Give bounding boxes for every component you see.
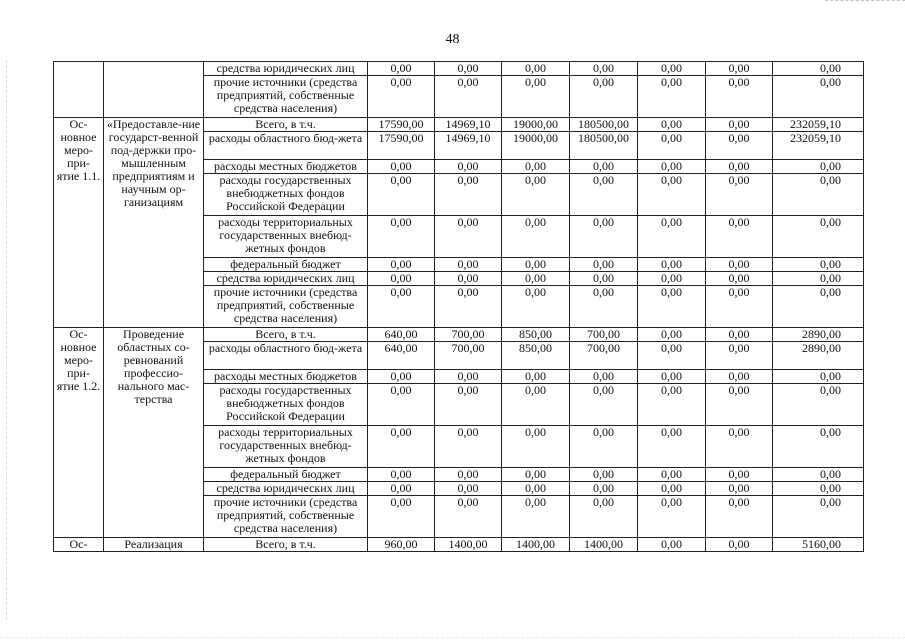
value-cell: 0,00 bbox=[435, 426, 502, 468]
value-cell: 0,00 bbox=[368, 160, 435, 174]
value-cell: 0,00 bbox=[773, 216, 864, 258]
value-cell: 0,00 bbox=[638, 272, 706, 286]
source-label: расходы областного бюд-жета bbox=[204, 342, 368, 370]
source-label: расходы государственных внебюджетных фондов Российской Федерации bbox=[204, 384, 368, 426]
scan-artifact bbox=[825, 0, 905, 3]
value-cell: 0,00 bbox=[570, 216, 638, 258]
value-cell: 0,00 bbox=[773, 370, 864, 384]
value-cell: 0,00 bbox=[368, 426, 435, 468]
value-cell: 0,00 bbox=[706, 272, 773, 286]
value-cell: 19000,00 bbox=[502, 118, 570, 132]
source-label: расходы территориальных государственных внебюд-жетных фондов bbox=[204, 426, 368, 468]
source-label: прочие источники (средства предприятий, собственные средства населения) bbox=[204, 76, 368, 118]
source-label: федеральный бюджет bbox=[204, 468, 368, 482]
value-cell: 0,00 bbox=[570, 76, 638, 118]
value-cell: 0,00 bbox=[435, 482, 502, 496]
value-cell: 0,00 bbox=[706, 426, 773, 468]
value-cell: 0,00 bbox=[706, 538, 773, 552]
value-cell: 0,00 bbox=[638, 118, 706, 132]
value-cell: 0,00 bbox=[570, 468, 638, 482]
value-cell: 0,00 bbox=[368, 272, 435, 286]
value-cell: 0,00 bbox=[570, 174, 638, 216]
value-cell: 2890,00 bbox=[773, 342, 864, 370]
measure-name: Проведение областных со-ревнований профессио-нального мас-терства bbox=[104, 328, 204, 538]
value-cell: 17590,00 bbox=[368, 118, 435, 132]
value-cell: 0,00 bbox=[773, 160, 864, 174]
source-label: Всего, в т.ч. bbox=[204, 118, 368, 132]
value-cell: 700,00 bbox=[435, 342, 502, 370]
value-cell: 0,00 bbox=[435, 286, 502, 328]
value-cell: 0,00 bbox=[368, 258, 435, 272]
value-cell: 640,00 bbox=[368, 342, 435, 370]
value-cell: 0,00 bbox=[638, 482, 706, 496]
value-cell: 0,00 bbox=[570, 426, 638, 468]
source-label: федеральный бюджет bbox=[204, 258, 368, 272]
value-cell: 0,00 bbox=[638, 62, 706, 76]
value-cell: 0,00 bbox=[570, 272, 638, 286]
value-cell: 0,00 bbox=[706, 286, 773, 328]
scan-artifact-bottom bbox=[0, 637, 905, 638]
value-cell: 180500,00 bbox=[570, 132, 638, 160]
value-cell: 0,00 bbox=[706, 160, 773, 174]
source-label: средства юридических лиц bbox=[204, 62, 368, 76]
value-cell: 17590,00 bbox=[368, 132, 435, 160]
value-cell: 0,00 bbox=[706, 342, 773, 370]
source-label: расходы государственных внебюджетных фондов Российской Федерации bbox=[204, 174, 368, 216]
value-cell: 232059,10 bbox=[773, 118, 864, 132]
value-cell: 1400,00 bbox=[570, 538, 638, 552]
funding-table bbox=[53, 61, 864, 552]
value-cell: 0,00 bbox=[773, 496, 864, 538]
source-label: прочие источники (средства предприятий, собственные средства населения) bbox=[204, 286, 368, 328]
value-cell: 0,00 bbox=[638, 216, 706, 258]
source-label: Всего, в т.ч. bbox=[204, 328, 368, 342]
scan-edge bbox=[6, 60, 7, 620]
value-cell: 0,00 bbox=[502, 174, 570, 216]
value-cell: 0,00 bbox=[368, 468, 435, 482]
value-cell: 0,00 bbox=[638, 342, 706, 370]
value-cell: 640,00 bbox=[368, 328, 435, 342]
value-cell: 0,00 bbox=[706, 468, 773, 482]
value-cell: 0,00 bbox=[368, 174, 435, 216]
value-cell: 0,00 bbox=[773, 482, 864, 496]
value-cell: 0,00 bbox=[638, 538, 706, 552]
source-label: прочие источники (средства предприятий, собственные средства населения) bbox=[204, 496, 368, 538]
value-cell: 0,00 bbox=[502, 272, 570, 286]
value-cell: 0,00 bbox=[368, 76, 435, 118]
value-cell: 0,00 bbox=[435, 468, 502, 482]
value-cell: 0,00 bbox=[435, 258, 502, 272]
value-cell: 0,00 bbox=[435, 62, 502, 76]
value-cell: 700,00 bbox=[570, 328, 638, 342]
value-cell: 960,00 bbox=[368, 538, 435, 552]
value-cell: 0,00 bbox=[706, 482, 773, 496]
value-cell: 0,00 bbox=[638, 286, 706, 328]
value-cell: 0,00 bbox=[706, 258, 773, 272]
value-cell: 0,00 bbox=[368, 384, 435, 426]
value-cell: 0,00 bbox=[435, 384, 502, 426]
value-cell: 0,00 bbox=[502, 216, 570, 258]
value-cell: 0,00 bbox=[435, 160, 502, 174]
value-cell: 0,00 bbox=[638, 76, 706, 118]
value-cell: 0,00 bbox=[638, 468, 706, 482]
value-cell: 0,00 bbox=[638, 496, 706, 538]
value-cell: 0,00 bbox=[502, 426, 570, 468]
value-cell: 0,00 bbox=[570, 482, 638, 496]
value-cell: 0,00 bbox=[502, 62, 570, 76]
table-row bbox=[54, 538, 864, 552]
value-cell: 0,00 bbox=[502, 482, 570, 496]
value-cell: 0,00 bbox=[773, 384, 864, 426]
value-cell: 0,00 bbox=[570, 160, 638, 174]
value-cell: 0,00 bbox=[435, 370, 502, 384]
value-cell: 0,00 bbox=[502, 384, 570, 426]
value-cell: 0,00 bbox=[706, 62, 773, 76]
value-cell: 1400,00 bbox=[435, 538, 502, 552]
measure-id: Ос-новное меро-при-ятие 1.1. bbox=[54, 118, 104, 328]
value-cell: 0,00 bbox=[706, 370, 773, 384]
value-cell: 2890,00 bbox=[773, 328, 864, 342]
value-cell: 0,00 bbox=[706, 216, 773, 258]
value-cell: 0,00 bbox=[570, 496, 638, 538]
value-cell: 0,00 bbox=[638, 258, 706, 272]
value-cell: 0,00 bbox=[368, 482, 435, 496]
value-cell: 1400,00 bbox=[502, 538, 570, 552]
measure-id: Ос-новное меро-при-ятие 1.2. bbox=[54, 328, 104, 538]
value-cell: 0,00 bbox=[368, 216, 435, 258]
value-cell: 0,00 bbox=[638, 384, 706, 426]
value-cell: 14969,10 bbox=[435, 132, 502, 160]
value-cell: 0,00 bbox=[638, 132, 706, 160]
value-cell: 0,00 bbox=[638, 370, 706, 384]
value-cell: 0,00 bbox=[368, 370, 435, 384]
source-label: средства юридических лиц bbox=[204, 482, 368, 496]
value-cell: 0,00 bbox=[638, 426, 706, 468]
value-cell: 0,00 bbox=[773, 286, 864, 328]
value-cell: 0,00 bbox=[502, 258, 570, 272]
measure-id: Ос- bbox=[54, 538, 104, 552]
measure-name: «Предоставле-ние государст-венной под-держки про-мышленным предприятиям и научным ор-ганизациям bbox=[104, 118, 204, 328]
value-cell: 0,00 bbox=[773, 76, 864, 118]
value-cell: 0,00 bbox=[570, 62, 638, 76]
value-cell: 0,00 bbox=[502, 76, 570, 118]
value-cell: 0,00 bbox=[435, 174, 502, 216]
table-row bbox=[54, 328, 864, 342]
value-cell: 0,00 bbox=[773, 426, 864, 468]
value-cell: 0,00 bbox=[368, 286, 435, 328]
value-cell: 0,00 bbox=[773, 62, 864, 76]
value-cell: 0,00 bbox=[502, 496, 570, 538]
value-cell: 0,00 bbox=[706, 76, 773, 118]
value-cell: 0,00 bbox=[706, 384, 773, 426]
value-cell: 0,00 bbox=[570, 384, 638, 426]
value-cell: 0,00 bbox=[773, 468, 864, 482]
value-cell: 180500,00 bbox=[570, 118, 638, 132]
value-cell: 0,00 bbox=[706, 328, 773, 342]
value-cell: 0,00 bbox=[368, 62, 435, 76]
value-cell: 0,00 bbox=[435, 496, 502, 538]
id-cell-continued bbox=[54, 62, 104, 118]
value-cell: 19000,00 bbox=[502, 132, 570, 160]
name-cell-continued bbox=[104, 62, 204, 118]
value-cell: 0,00 bbox=[570, 370, 638, 384]
value-cell: 0,00 bbox=[773, 272, 864, 286]
value-cell: 0,00 bbox=[570, 258, 638, 272]
value-cell: 0,00 bbox=[502, 286, 570, 328]
value-cell: 700,00 bbox=[570, 342, 638, 370]
value-cell: 0,00 bbox=[773, 258, 864, 272]
table-row bbox=[54, 118, 864, 132]
source-label: расходы областного бюд-жета bbox=[204, 132, 368, 160]
value-cell: 0,00 bbox=[638, 160, 706, 174]
value-cell: 850,00 bbox=[502, 328, 570, 342]
value-cell: 0,00 bbox=[706, 496, 773, 538]
value-cell: 0,00 bbox=[570, 286, 638, 328]
source-label: расходы территориальных государственных внебюд-жетных фондов bbox=[204, 216, 368, 258]
value-cell: 0,00 bbox=[368, 496, 435, 538]
source-label: расходы местных бюджетов bbox=[204, 160, 368, 174]
table-row bbox=[54, 62, 864, 76]
value-cell: 0,00 bbox=[638, 174, 706, 216]
measure-name: Реализация bbox=[104, 538, 204, 552]
value-cell: 0,00 bbox=[435, 216, 502, 258]
value-cell: 0,00 bbox=[435, 272, 502, 286]
value-cell: 0,00 bbox=[502, 468, 570, 482]
value-cell: 14969,10 bbox=[435, 118, 502, 132]
value-cell: 850,00 bbox=[502, 342, 570, 370]
value-cell: 5160,00 bbox=[773, 538, 864, 552]
value-cell: 0,00 bbox=[706, 174, 773, 216]
value-cell: 0,00 bbox=[773, 174, 864, 216]
page-number: 48 bbox=[445, 32, 460, 47]
value-cell: 0,00 bbox=[502, 160, 570, 174]
value-cell: 0,00 bbox=[502, 370, 570, 384]
value-cell: 0,00 bbox=[706, 118, 773, 132]
source-label: расходы местных бюджетов bbox=[204, 370, 368, 384]
value-cell: 0,00 bbox=[706, 132, 773, 160]
value-cell: 0,00 bbox=[435, 76, 502, 118]
value-cell: 0,00 bbox=[638, 328, 706, 342]
value-cell: 232059,10 bbox=[773, 132, 864, 160]
source-label: Всего, в т.ч. bbox=[204, 538, 368, 552]
source-label: средства юридических лиц bbox=[204, 272, 368, 286]
value-cell: 700,00 bbox=[435, 328, 502, 342]
